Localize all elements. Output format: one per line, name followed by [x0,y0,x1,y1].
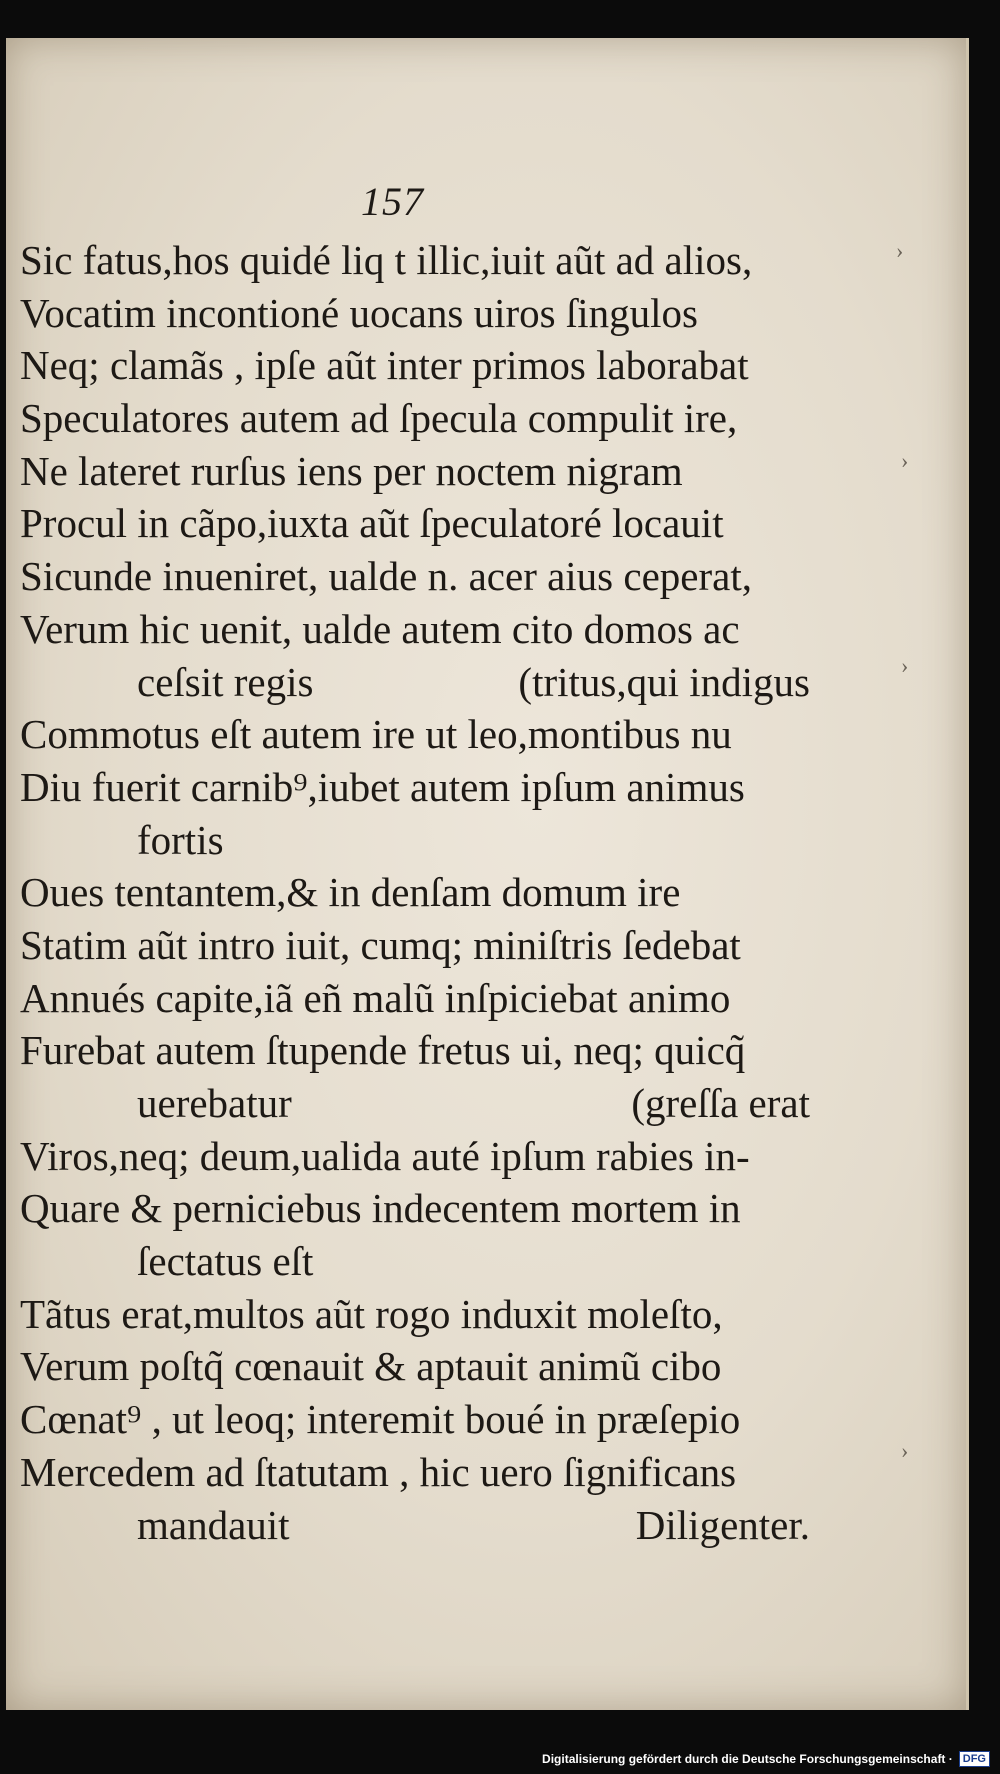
text-line: Sic fatus,hos quidé liq t illic,iuit aũt ad alios, [20,237,753,283]
text-line: Tãtus erat,multos aũt rogo induxit moleſto, [20,1290,723,1337]
split-line-right: (greſſa erat [631,1080,810,1126]
text-line: Cœnat⁹ , ut leoq; interemit boué in præſepio [20,1396,741,1443]
text-line: Verum hic uenit, ualde autem cito domos ac [20,605,740,652]
split-text-line [20,1499,810,1552]
dfg-logo: DFG [959,1751,990,1767]
text-line: Speculatores autem ad ſpecula compulit ire, [20,395,738,442]
text-line: Ne lateret rurſus iens per noctem nigram [20,447,683,494]
text-line: Commotus eſt autem ire ut leo,montibus nu [20,711,732,758]
footer-credit-text: Digitalisierung gefördert durch die Deutsche Forschungsgemeinschaft · [542,1752,953,1766]
text-line: Oues tentantem,& in denſam domum ire [20,869,681,916]
split-line-left: uerebatur [137,1080,292,1126]
text-line: Sicunde inueniret, ualde n. acer aius ceperat, [20,553,752,600]
text-line: Verum poſtq̃ cœnauit & aptauit animũ cibo [20,1343,722,1390]
text-block [20,234,810,1551]
text-line: Procul in cãpo,iuxta aũt ſpeculatoré locauit [20,500,724,547]
text-line: Mercedem ad ſtatutam , hic uero ſignificans [20,1448,737,1495]
split-line-left: mandauit [137,1501,290,1548]
split-line-right: (tritus,qui indigus [518,658,810,705]
text-line: Neq; clamãs , ipſe aũt inter primos laborabat [20,342,749,389]
text-line: Annués capite,iã eñ malũ inſpiciebat animo [20,974,731,1021]
split-text-line [20,656,810,709]
text-line: fortis [137,816,224,863]
split-text-line [20,1077,810,1130]
text-line: Statim aũt intro iuit, cumq; miniſtris ſedebat [20,921,741,968]
margin-mark: › [901,448,909,473]
page-number: 157 [361,179,424,224]
text-line: Diu fuerit carnib⁹,iubet autem ipſum animus [20,763,745,810]
footer-credit [542,1748,990,1770]
text-line: Furebat autem ſtupende fretus ui, neq; quicq̃ [20,1027,746,1074]
text-line: Quare & perniciebus indecentem mortem in [20,1185,741,1232]
margin-mark: › [901,653,909,678]
text-line: Vocatim incontioné uocans uiros ſingulos [20,289,698,336]
book-page [6,38,969,1710]
text-line: Viros,neq; deum,ualida auté ipſum rabies in- [20,1132,750,1179]
margin-mark: › [896,238,904,263]
split-line-left: ceſsit regis [137,658,314,705]
text-line: ſectatus eſt [137,1238,314,1285]
split-line-right: Diligenter. [635,1501,810,1548]
margin-mark: › [901,1438,909,1463]
